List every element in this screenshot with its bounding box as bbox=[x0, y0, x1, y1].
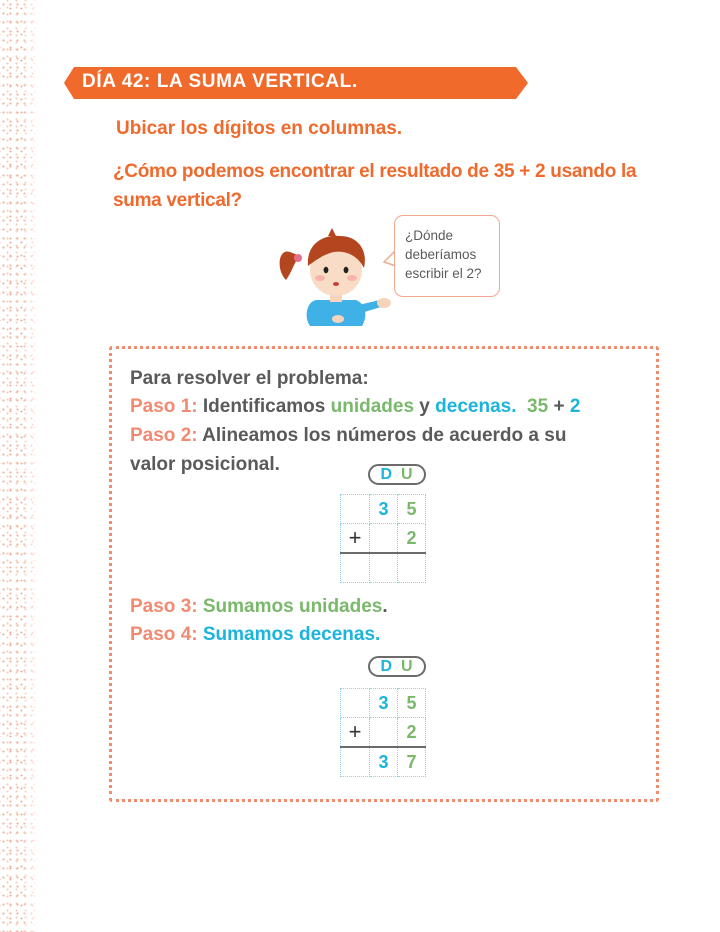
y-word: y bbox=[414, 396, 436, 417]
grid-result-row bbox=[341, 553, 426, 583]
grid-cell: 3 bbox=[370, 689, 398, 718]
speech-bubble bbox=[394, 215, 500, 297]
step-2-continued: valor posicional. bbox=[130, 454, 280, 475]
grid-row-1 bbox=[341, 495, 426, 524]
step-3-text: Sumamos unidades bbox=[197, 596, 383, 617]
bubble-line-1: ¿Dónde bbox=[405, 228, 454, 243]
title-banner bbox=[64, 67, 528, 99]
step-1-text: Identificamos bbox=[197, 396, 331, 417]
du-header-pill-2 bbox=[368, 656, 426, 677]
grid-cell bbox=[370, 524, 398, 554]
grid-cell bbox=[398, 553, 426, 583]
unidades-header: U bbox=[401, 466, 422, 483]
girl-illustration-icon bbox=[276, 222, 396, 326]
grid-row-2 bbox=[341, 718, 426, 748]
page-title: DÍA 42: LA SUMA VERTICAL. bbox=[82, 71, 358, 92]
grid-row-1 bbox=[341, 689, 426, 718]
step-4-text: Sumamos decenas. bbox=[197, 624, 381, 645]
grid-row-2 bbox=[341, 524, 426, 554]
decenas-word: decenas. bbox=[435, 396, 517, 417]
question-text: ¿Cómo podemos encontrar el resultado de 35 + 2 usando la suma vertical? bbox=[113, 161, 637, 211]
grid-cell bbox=[341, 495, 370, 524]
step-3-label: Paso 3: bbox=[130, 596, 198, 617]
grid-cell bbox=[341, 747, 370, 777]
step-4 bbox=[130, 624, 380, 646]
plus-sign: + bbox=[548, 396, 570, 417]
grid-cell bbox=[341, 689, 370, 718]
grid-cell: 5 bbox=[398, 495, 426, 524]
grid-cell: 5 bbox=[398, 689, 426, 718]
step-1-label: Paso 1: bbox=[130, 396, 198, 417]
result-units-cell: 7 bbox=[398, 747, 426, 777]
unidades-word: unidades bbox=[330, 396, 415, 417]
grid-cell: 2 bbox=[398, 718, 426, 748]
result-tens-cell: 3 bbox=[370, 747, 398, 777]
grid-cell bbox=[341, 553, 370, 583]
vertical-sum-grid-1 bbox=[340, 494, 426, 583]
plus-cell: + bbox=[341, 718, 370, 748]
plus-cell: + bbox=[341, 524, 370, 554]
grid-cell bbox=[370, 553, 398, 583]
step-2-text: Alineamos los números de acuerdo a su bbox=[197, 425, 567, 446]
decenas-header: D bbox=[380, 466, 401, 483]
speech-bubble-text bbox=[405, 226, 482, 283]
confetti-fade bbox=[22, 0, 40, 932]
number-2: 2 bbox=[569, 396, 581, 417]
bubble-line-3: escribir el 2? bbox=[405, 266, 482, 281]
subtitle: Ubicar los dígitos en columnas. bbox=[116, 118, 403, 139]
step-1 bbox=[130, 396, 580, 418]
unidades-header: U bbox=[401, 658, 422, 675]
step-4-label: Paso 4: bbox=[130, 624, 198, 645]
vertical-sum-grid-2 bbox=[340, 688, 426, 777]
grid-cell bbox=[370, 718, 398, 748]
step-3-period: . bbox=[382, 596, 388, 617]
grid-cell: 3 bbox=[370, 495, 398, 524]
du-header-pill bbox=[368, 464, 426, 485]
solution-heading: Para resolver el problema: bbox=[130, 368, 369, 389]
grid-cell: 2 bbox=[398, 524, 426, 554]
decenas-header: D bbox=[380, 658, 401, 675]
grid-result-row bbox=[341, 747, 426, 777]
step-2 bbox=[130, 425, 566, 447]
step-3 bbox=[130, 596, 388, 618]
number-35: 35 bbox=[527, 396, 549, 417]
step-2-label: Paso 2: bbox=[130, 425, 198, 446]
bubble-line-2: deberíamos bbox=[405, 247, 477, 262]
